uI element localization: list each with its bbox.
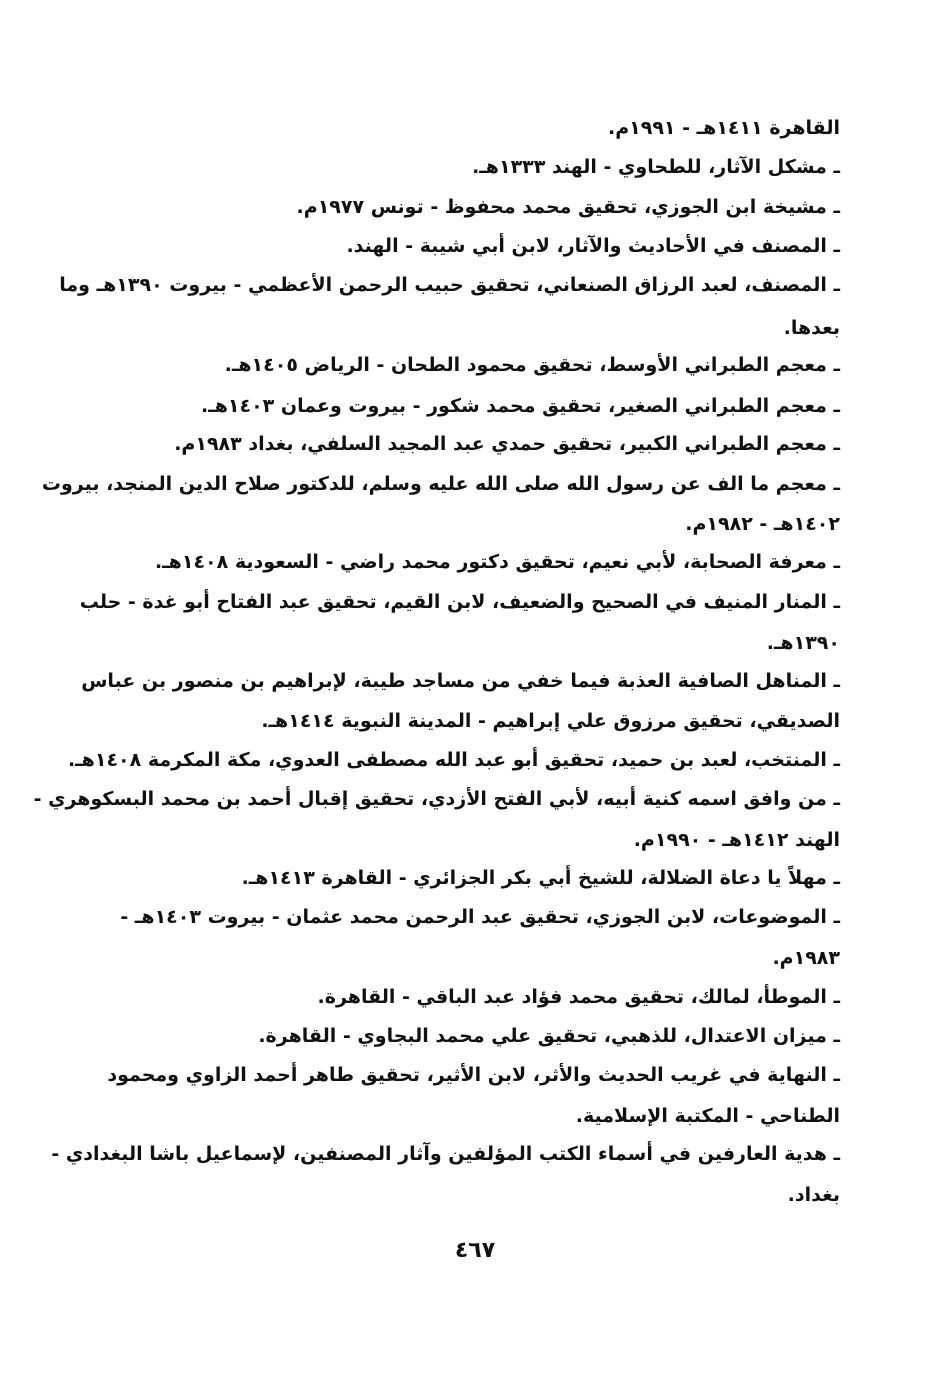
- bibliography-entry: ـ ميزان الاعتدال، للذهبي، تحقيق علي محمد البجاوي - القاهرة.: [258, 1025, 840, 1047]
- bibliography-entry: ـ الموضوعات، لابن الجوزي، تحقيق عبد الرحمن محمد عثمان - بيروت ١٤٠٣هـ -: [120, 906, 840, 928]
- bibliography-line: الصديقي، تحقيق مرزوق علي إبراهيم - المدينة النبوية ١٤١٤هـ.: [261, 710, 840, 732]
- bibliography-line: الطناحي - المكتبة الإسلامية.: [575, 1105, 840, 1127]
- bibliography-entry: ـ المنار المنيف في الصحيح والضعيف، لابن القيم، تحقيق عبد الفتاح أبو غدة - حلب: [79, 591, 840, 613]
- bibliography-line: بغداد.: [787, 1184, 840, 1206]
- bibliography-entry: ـ الموطأ، لمالك، تحقيق محمد فؤاد عبد الباقي - القاهرة.: [317, 986, 840, 1008]
- bibliography-line: بعدها.: [783, 317, 840, 339]
- page-number: ٤٦٧: [454, 1238, 496, 1263]
- bibliography-entry: ـ معجم الطبراني الصغير، تحقيق محمد شكور - بيروت وعمان ١٤٠٣هـ.: [200, 395, 840, 417]
- bibliography-entry: ـ معجم الطبراني الكبير، تحقيق حمدي عبد المجيد السلفي، بغداد ١٩٨٣م.: [174, 433, 840, 455]
- bibliography-entry: ـ المصنف، لعبد الرزاق الصنعاني، تحقيق حبيب الرحمن الأعظمي - بيروت ١٣٩٠هـ وما: [59, 274, 840, 296]
- bibliography-entry: ـ مشيخة ابن الجوزي، تحقيق محمد محفوظ - تونس ١٩٧٧م.: [296, 196, 840, 218]
- bibliography-entry: ـ مشكل الآثار، للطحاوي - الهند ١٣٣٣هـ.: [472, 156, 840, 178]
- bibliography-entry: ـ معرفة الصحابة، لأبي نعيم، تحقيق دكتور محمد راضي - السعودية ١٤٠٨هـ.: [154, 551, 840, 573]
- bibliography-line: ١٩٨٣م.: [772, 947, 840, 969]
- bibliography-entry: ـ المنتخب، لعبد بن حميد، تحقيق أبو عبد الله مصطفى العدوي، مكة المكرمة ١٤٠٨هـ.: [67, 749, 840, 771]
- bibliography-entry: ـ هدية العارفين في أسماء الكتب المؤلفين وآثار المصنفين، لإسماعيل باشا البغدادي -: [51, 1143, 840, 1165]
- bibliography-entry: ـ معجم الطبراني الأوسط، تحقيق محمود الطحان - الرياض ١٤٠٥هـ.: [224, 354, 840, 376]
- bibliography-line: ١٤٠٢هـ - ١٩٨٢م.: [685, 513, 840, 535]
- bibliography-entry: ـ المناهل الصافية العذبة فيما خفي من مساجد طيبة، لإبراهيم بن منصور بن عباس: [81, 670, 840, 692]
- bibliography-line: ١٣٩٠هـ.: [766, 632, 840, 654]
- bibliography-entry: ـ المصنف في الأحاديث والآثار، لابن أبي شيبة - الهند.: [346, 235, 840, 257]
- bibliography-entry: ـ النهاية في غريب الحديث والأثر، لابن الأثير، تحقيق طاهر أحمد الزاوي ومحمود: [107, 1064, 840, 1086]
- bibliography-line: الهند ١٤١٢هـ - ١٩٩٠م.: [633, 829, 840, 851]
- bibliography-entry: ـ مهلاً يا دعاة الضلالة، للشيخ أبي بكر الجزائري - القاهرة ١٤١٣هـ.: [241, 867, 840, 889]
- bibliography-entry: ـ معجم ما الف عن رسول الله صلى الله عليه وسلم، للدكتور صلاح الدين المنجد، بيروت: [41, 473, 840, 495]
- bibliography-line: القاهرة ١٤١١هـ - ١٩٩١م.: [607, 117, 840, 139]
- bibliography-entry: ـ من وافق اسمه كنية أبيه، لأبي الفتح الأزدي، تحقيق إقبال أحمد بن محمد البسكوهري -: [33, 788, 840, 810]
